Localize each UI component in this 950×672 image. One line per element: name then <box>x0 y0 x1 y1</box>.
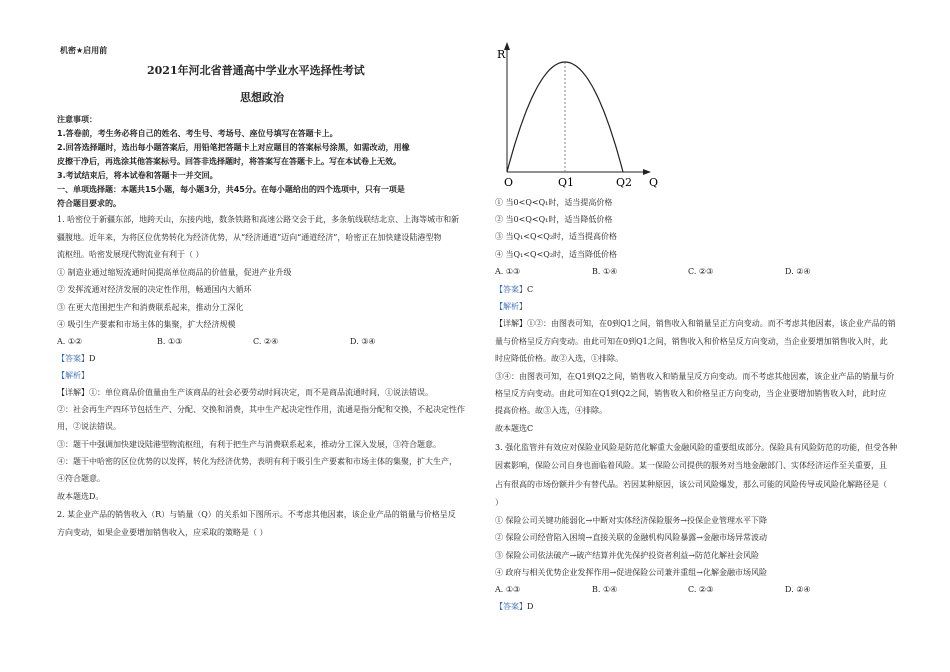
q3-option: ③ 保险公司依法破产→破产结算并优先保护投资者利益→防范化解社会风险 <box>495 551 759 560</box>
tick-q2: Q2 <box>616 176 633 189</box>
q3-option: ② 保险公司经营陷入困境→直接关联的金融机构风险暴露→金融市场异常波动 <box>495 533 767 542</box>
q2-option: ① 当0<Q<Q₁时，适当提高价格 <box>495 198 613 207</box>
q1-choice-c: C. ②④ <box>253 337 279 346</box>
q3-stem: 3. 强化监管并有效应对保险业风险是防范化解重大金融风险的重要组成部分。保险具有风险防范的功能，但受各种 <box>495 443 898 452</box>
q3-option: ① 保险公司关键功能弱化→中断对实体经济保险服务→投保企业管理水平下降 <box>495 516 767 525</box>
q1-analysis: ③：题干中强调加快建设陆港型物流枢纽，有利于把生产与消费联系起来，推动分工深入发展，③符合题意。 <box>57 440 441 449</box>
y-axis-label: R <box>497 48 506 61</box>
note-item: 1.答卷前，考生务必将自己的姓名、考生号、考场号、座位号填写在答题卡上。 <box>57 129 338 138</box>
q1-option: ① 制造业通过缩短流通时间提高单位商品的价值量，促进产业升级 <box>57 268 292 277</box>
q2-answer: 【答案】C <box>495 285 534 294</box>
revenue-quantity-chart <box>495 40 675 190</box>
q3-answer: 【答案】D <box>495 602 534 611</box>
q3-stem: 占有很高的市场份额并少有替代品。若因某种原因，该公司风险爆发，那么可能的风险传导或风险化解路径是（ <box>495 480 887 489</box>
note-item: 2.回答选择题时，选出每小题答案后，用铅笔把答题卡上对应题目的答案标号涂黑，如需改动，用橡 <box>57 143 410 152</box>
q3-stem: 因素影响，保险公司自身也面临着风险。某一保险公司提供的服务对当地金融部门、实体经济运作至关重要，且 <box>495 461 887 470</box>
q1-choice-a: A. ①② <box>57 337 83 346</box>
x-axis-arrow <box>643 169 651 175</box>
q1-stem: 疆腹地。近年来，为将区位优势转化为经济优势，从“经济通道”迈向“通道经济”，哈密正在加快建设陆港型物 <box>57 233 442 242</box>
notes-heading: 注意事项： <box>57 115 97 124</box>
q1-stem: 流枢纽。哈密发展现代物流业有利于（ ） <box>57 250 204 259</box>
q1-answer: 【答案】D <box>57 354 96 363</box>
q1-option: ③ 在更大范围把生产和消费联系起来，推动分工深化 <box>57 303 244 312</box>
q1-option: ④ 吸引生产要素和市场主体的集聚，扩大经济规模 <box>57 320 236 329</box>
q2-analysis-tag: 【解析】 <box>495 302 527 311</box>
q1-analysis: 【详解】①：单位商品价值量由生产该商品的社会必要劳动时间决定，而不是商品流通时间，①说法错误。 <box>57 388 433 397</box>
q1-stem: 1. 哈密位于新疆东部，地跨天山，东接内地，数条铁路和高速公路交会于此，多条航线联结北京、上海等城市和新 <box>57 215 460 224</box>
q2-analysis: 量与价格呈反方向变动。由此可知在0到Q1之间，销售收入和价格呈反方向变动，当企业要增加销售收入时，此 <box>495 337 888 346</box>
q3-choice-a: A. ①③ <box>495 585 521 594</box>
q2-analysis: 提高价格。故③入选，④排除。 <box>495 406 607 415</box>
q2-stem: 方向变动，如果企业要增加销售收入，应采取的策略是（ ） <box>57 528 268 537</box>
section-heading: 一、单项选择题：本题共15小题，每小题3分，共45分。在每小题给出的四个选项中，只有一项是 <box>57 185 405 194</box>
q1-analysis: ④：题干中哈密的区位优势的以发挥，转化为经济优势，表明有利于吸引生产要素和市场主体的集聚，扩大生产， <box>57 457 457 466</box>
q2-analysis: 故本题选C <box>495 424 534 433</box>
note-item: 3.考试结束后，将本试卷和答题卡一并交回。 <box>57 171 218 180</box>
q2-stem: 2. 某企业产品的销售收入（R）与销量（Q）的关系如下图所示。不考虑其他因素，该企业产品的销量与价格呈反 <box>57 510 456 519</box>
q3-stem: ） <box>495 498 503 507</box>
q1-choice-d: D. ③④ <box>350 337 376 346</box>
tick-origin: O <box>504 176 514 189</box>
x-axis-label: Q <box>649 176 659 189</box>
q2-option: ② 当0<Q<Q₁时，适当降低价格 <box>495 215 613 224</box>
q1-option: ② 发挥流通对经济发展的决定性作用，畅通国内大循环 <box>57 285 252 294</box>
q3-choice-d: D. ②④ <box>785 585 811 594</box>
q2-analysis: 【详解】①②：由图表可知，在0到Q1之间，销售收入和销量呈正方向变动。而不考虑其他因素，该企业产品的销 <box>495 319 896 328</box>
q3-choice-b: B. ①④ <box>592 585 618 594</box>
q2-option: ④ 当Q₁<Q<Q₂时，适当降低价格 <box>495 250 618 259</box>
subject-title: 思想政治 <box>240 91 284 104</box>
q2-option: ③ 当Q₁<Q<Q₂时，适当提高价格 <box>495 232 618 241</box>
tick-q1: Q1 <box>558 176 575 189</box>
secret-label: 机密★启用前 <box>60 46 108 55</box>
q2-choice-d: D. ②④ <box>785 267 811 276</box>
q1-analysis: 用，②说法错误。 <box>57 422 121 431</box>
note-item: 皮擦干净后，再选涂其他答案标号。回答非选择题时，将答案写在答题卡上。写在本试卷上无效。 <box>57 157 401 166</box>
exam-title: 2021年河北省普通高中学业水平选择性考试 <box>147 64 365 77</box>
q1-choice-b: B. ①③ <box>157 337 183 346</box>
q1-analysis: ②：社会再生产四环节包括生产、分配、交换和消费，其中生产起决定性作用，流通是指分配和交换，不起决定性作 <box>57 405 465 414</box>
q1-analysis-tag: 【解析】 <box>57 371 89 380</box>
q2-analysis: 时应降低价格。故②入选，①排除。 <box>495 354 623 363</box>
q3-option: ④ 政府与相关优势企业发挥作用→促进保险公司兼并重组→化解金融市场风险 <box>495 568 767 577</box>
q2-choice-c: C. ②③ <box>688 267 714 276</box>
q2-choice-a: A. ①③ <box>495 267 521 276</box>
q2-analysis: ③④：由图表可知，在Q1到Q2之间，销售收入和销量呈反方向变动。而不考虑其他因素，该企业产品的销量与价 <box>495 372 895 381</box>
q1-analysis: ④符合题意。 <box>57 474 105 483</box>
q2-choice-b: B. ①④ <box>592 267 618 276</box>
section-heading-cont: 符合题目要求的。 <box>57 199 121 208</box>
q3-choice-c: C. ②③ <box>688 585 714 594</box>
q1-analysis: 故本题选D。 <box>57 492 104 501</box>
q2-analysis: 格呈反方向变动。由此可知在Q1到Q2之间，销售收入和价格呈正方向变动，当企业要增加销售收入时，此时应 <box>495 389 887 398</box>
